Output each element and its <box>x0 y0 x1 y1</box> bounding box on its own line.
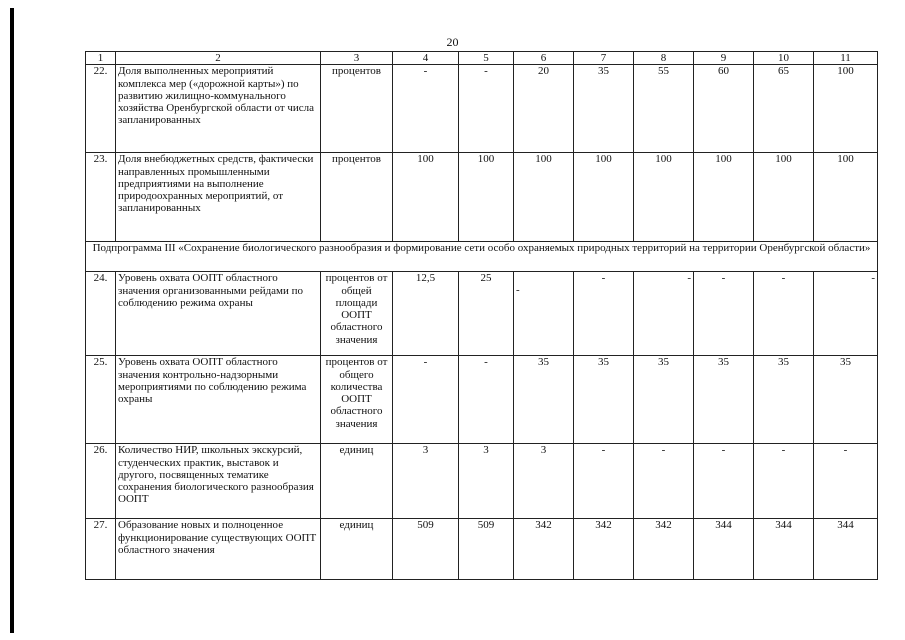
column-header: 7 <box>574 52 634 65</box>
value-cell: - <box>574 272 634 356</box>
unit-cell: единиц <box>321 519 393 580</box>
table-header-row <box>86 52 878 65</box>
value-cell: 100 <box>574 153 634 242</box>
unit-cell: процентов от общей площади ООПТ областного значения <box>321 272 393 356</box>
table-row <box>86 356 878 444</box>
column-header: 5 <box>459 52 514 65</box>
unit-cell: процентов от общего количества ООПТ областного значения <box>321 356 393 444</box>
column-header: 2 <box>116 52 321 65</box>
value-cell: - <box>393 65 459 153</box>
value-cell: 342 <box>574 519 634 580</box>
indicator-name: Доля внебюджетных средств, фактически направленных промышленными предприятиями на выполнение природоохранных мероприятий, от запланированных <box>116 153 321 242</box>
value-cell: - <box>754 272 814 356</box>
value-cell: 344 <box>694 519 754 580</box>
value-cell: - <box>754 444 814 519</box>
value-cell: 35 <box>574 356 634 444</box>
subprogram-title: Подпрограмма III «Сохранение биологического разнообразия и формирование сети особо охраняемых природных территорий на территории Оренбургской области» <box>86 242 878 272</box>
unit-cell: единиц <box>321 444 393 519</box>
page-number: 20 <box>446 35 459 49</box>
value-cell: 100 <box>634 153 694 242</box>
value-cell: 100 <box>393 153 459 242</box>
table-row <box>86 519 878 580</box>
value-cell: 60 <box>694 65 754 153</box>
indicator-name: Образование новых и полноценное функционирование существующих ООПТ областного значения <box>116 519 321 580</box>
column-header: 8 <box>634 52 694 65</box>
column-header: 6 <box>514 52 574 65</box>
value-cell: - <box>814 444 878 519</box>
table-row <box>86 444 878 519</box>
indicator-name: Уровень охвата ООПТ областного значения организованными рейдами по соблюдению режима охраны <box>116 272 321 356</box>
row-number: 24. <box>86 272 116 356</box>
value-cell: 55 <box>634 65 694 153</box>
value-cell: 35 <box>514 356 574 444</box>
column-header: 3 <box>321 52 393 65</box>
value-cell: 35 <box>754 356 814 444</box>
value-cell: - <box>514 272 574 356</box>
value-cell: 100 <box>459 153 514 242</box>
value-cell: 344 <box>754 519 814 580</box>
value-cell: 100 <box>754 153 814 242</box>
value-cell: 100 <box>694 153 754 242</box>
value-cell: - <box>634 444 694 519</box>
value-cell: 3 <box>514 444 574 519</box>
value-cell: 100 <box>814 153 878 242</box>
column-header: 10 <box>754 52 814 65</box>
value-cell: 25 <box>459 272 514 356</box>
unit-cell: процентов <box>321 65 393 153</box>
indicator-name: Количество НИР, школьных экскурсий, студенческих практик, выставок и другого, посвященных тематике сохранения биологического разнообразия ООПТ <box>116 444 321 519</box>
value-cell: 3 <box>459 444 514 519</box>
row-number: 26. <box>86 444 116 519</box>
value-cell: - <box>634 272 694 356</box>
value-cell: 344 <box>814 519 878 580</box>
value-cell: 65 <box>754 65 814 153</box>
value-cell: 35 <box>574 65 634 153</box>
value-cell: - <box>814 272 878 356</box>
indicator-name: Уровень охвата ООПТ областного значения контрольно-надзорными мероприятиями по соблюдению режима охраны <box>116 356 321 444</box>
column-header: 11 <box>814 52 878 65</box>
row-number: 27. <box>86 519 116 580</box>
value-cell: - <box>459 65 514 153</box>
value-cell: 35 <box>814 356 878 444</box>
scan-edge-bar <box>10 8 14 633</box>
table-row <box>86 153 878 242</box>
value-cell: 342 <box>514 519 574 580</box>
unit-cell: процентов <box>321 153 393 242</box>
value-cell: 342 <box>634 519 694 580</box>
table-row <box>86 272 878 356</box>
subprogram-row <box>86 242 878 272</box>
value-cell: 100 <box>514 153 574 242</box>
column-header: 9 <box>694 52 754 65</box>
value-cell: - <box>694 272 754 356</box>
value-cell: 35 <box>634 356 694 444</box>
value-cell: 20 <box>514 65 574 153</box>
column-header: 4 <box>393 52 459 65</box>
row-number: 22. <box>86 65 116 153</box>
value-cell: - <box>574 444 634 519</box>
value-cell: - <box>459 356 514 444</box>
table-row <box>86 65 878 153</box>
value-cell: 3 <box>393 444 459 519</box>
row-number: 25. <box>86 356 116 444</box>
value-cell: 35 <box>694 356 754 444</box>
indicator-name: Доля выполненных мероприятий комплекса мер («дорожной карты») по развитию жилищно-коммунального хозяйства Оренбургской области от числа запланированных <box>116 65 321 153</box>
value-cell: - <box>694 444 754 519</box>
value-cell: 12,5 <box>393 272 459 356</box>
value-cell: 509 <box>393 519 459 580</box>
column-header: 1 <box>86 52 116 65</box>
indicators-table <box>85 51 878 580</box>
value-cell: 100 <box>814 65 878 153</box>
row-number: 23. <box>86 153 116 242</box>
value-cell: 509 <box>459 519 514 580</box>
value-cell: - <box>393 356 459 444</box>
